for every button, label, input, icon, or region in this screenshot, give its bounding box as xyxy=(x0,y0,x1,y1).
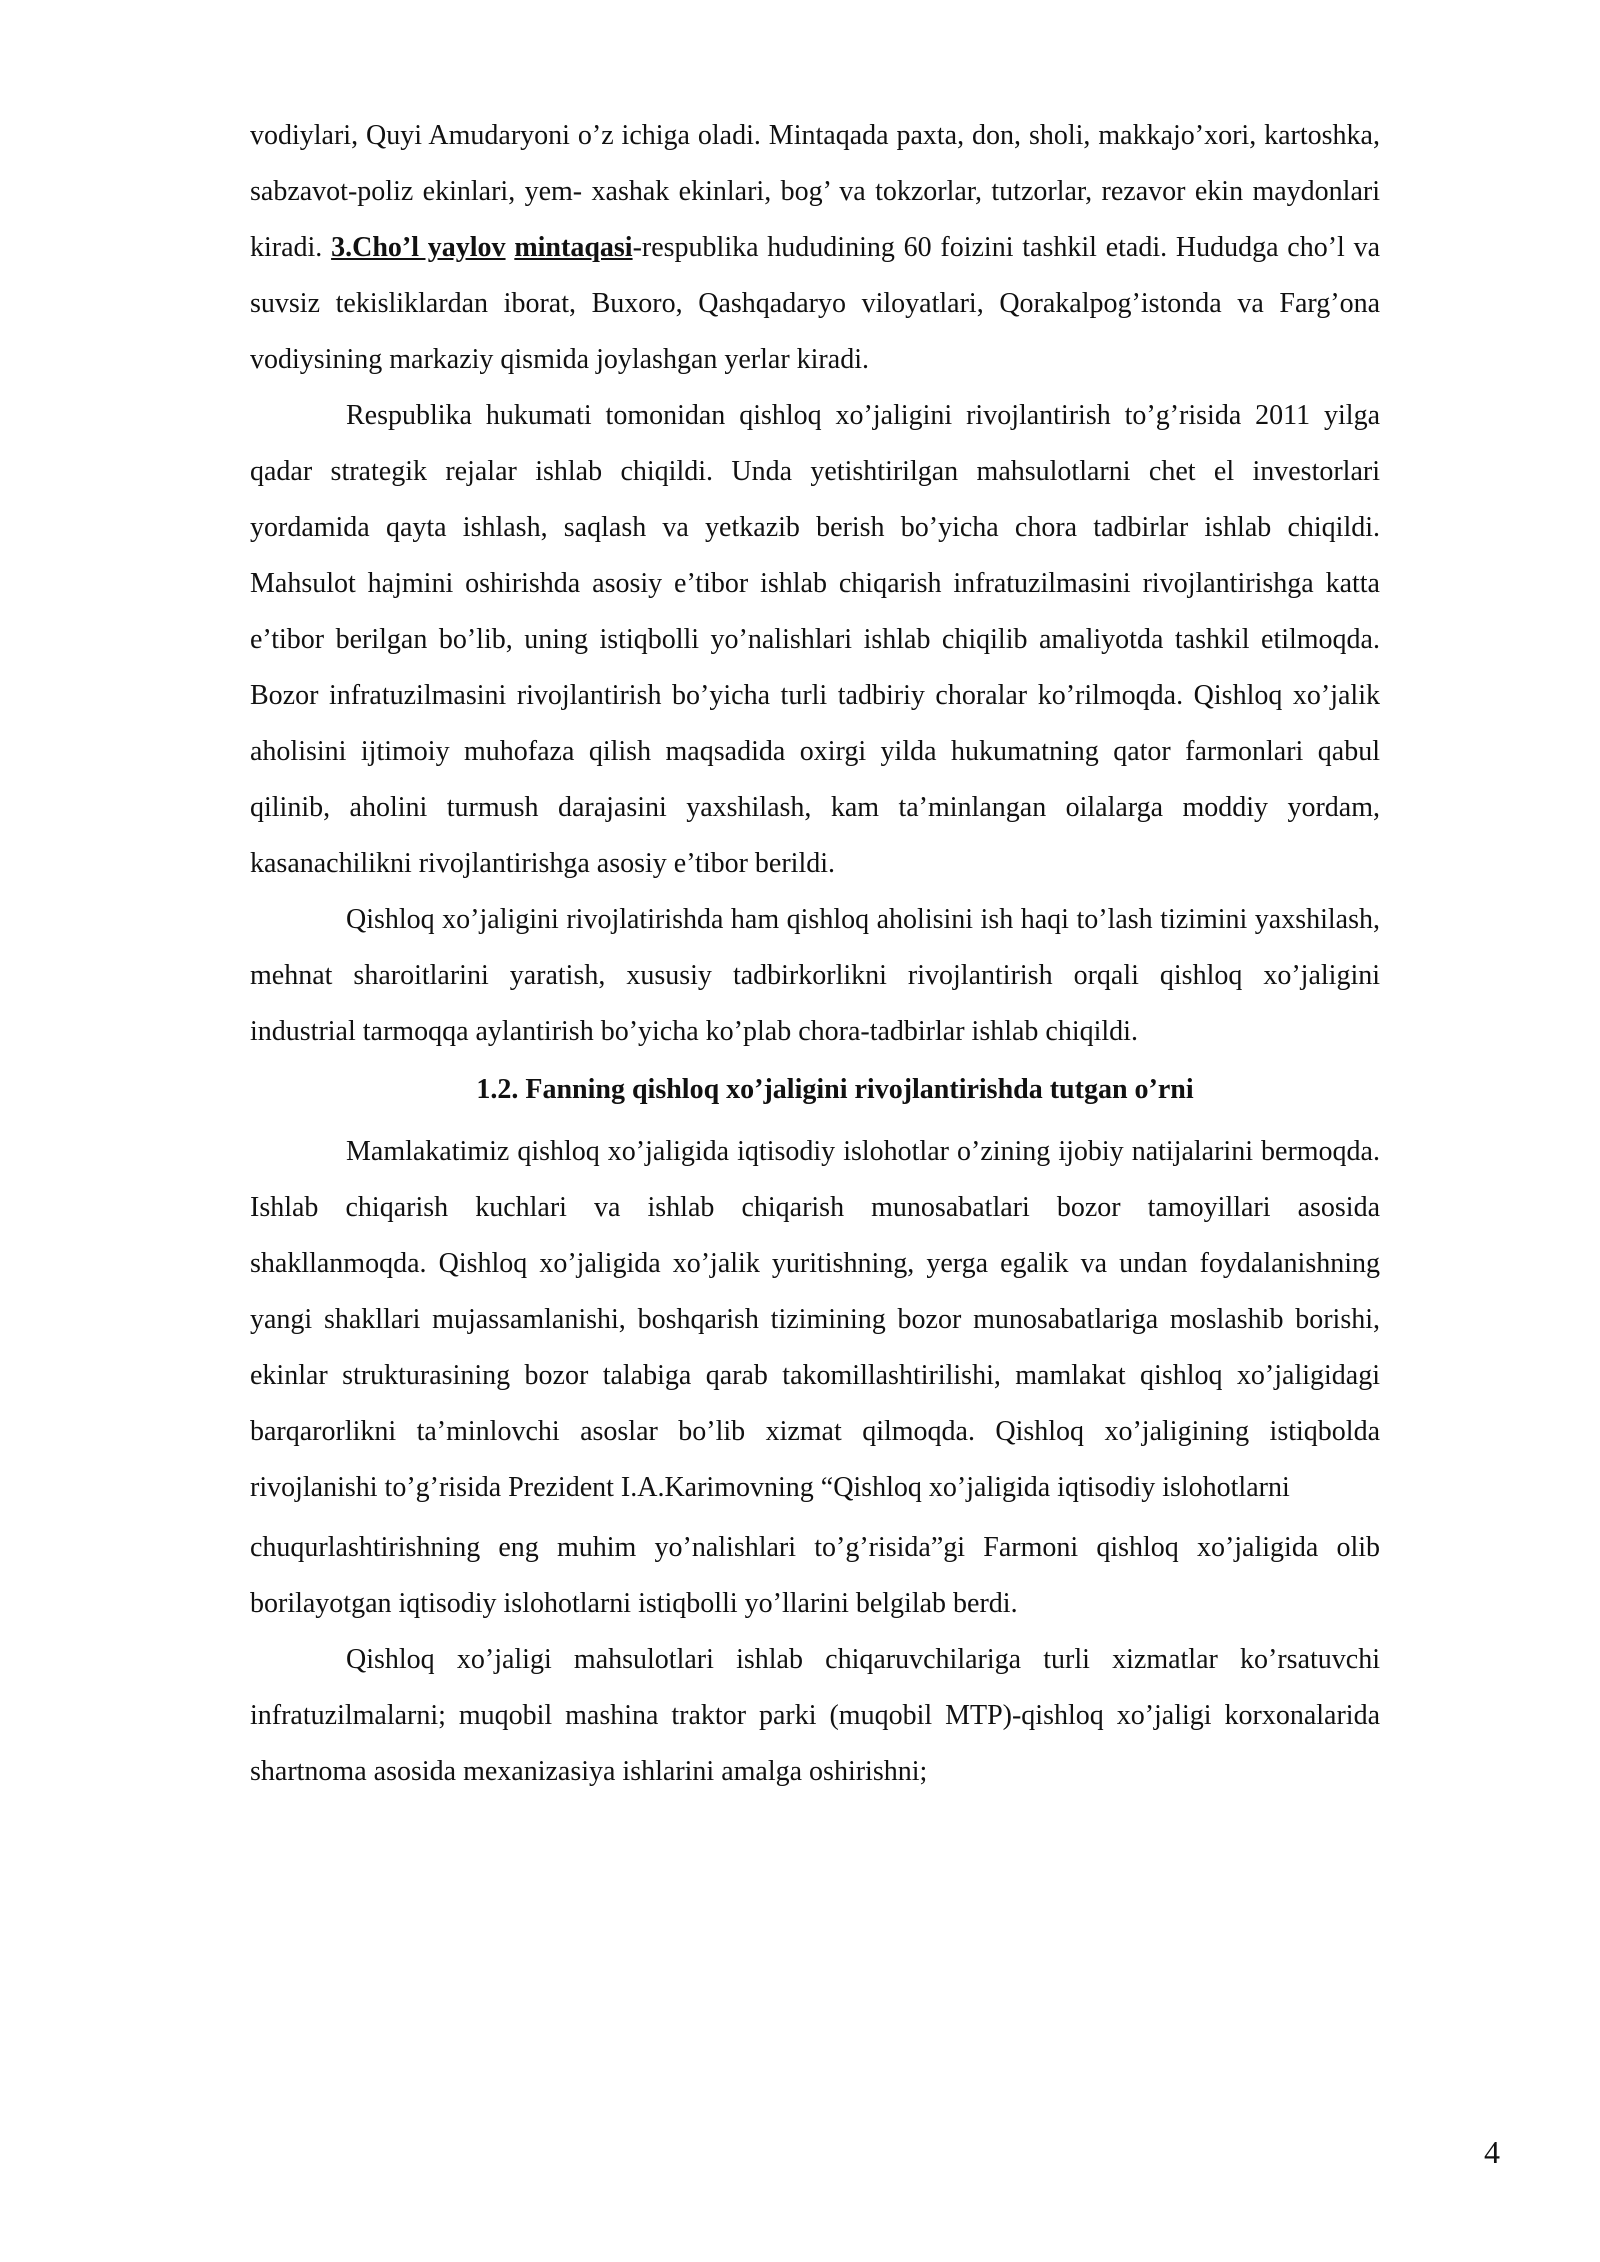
paragraph-1-continuation: -respublika hududining 60 foizini tashkil etadi. Hududga cho’l va suvsiz tekisliklardan iborat, Buxoro, Qashqadaryo viloyatlari, Qorakalpog’istonda va Farg’ona vodiysining markaziy qismida joylashgan yerlar kiradi. xyxy=(250,232,1381,375)
paragraph-4: Mamlakatimiz qishloq xo’jaligida iqtisodiy islohotlar o’zining ijobiy natijalarini bermoqda. Ishlab chiqarish kuchlari va ishlab chiqarish munosabatlari bozor tamoyillari asosida shakllanmoqda. Qishloq xo’jaligida xo’jalik yuritishning, yerga egalik va undan foydalanishning yangi shakllari mujassamlanishi, boshqarish tizimining bozor munosabatlariga moslashib borishi, ekinlar strukturasining bozor talabiga qarab takomillashtirilishi, mamlakat qishloq xo’jaligidagi barqarorlikni ta’minlovchi asoslar bo’lib xizmat qilmoqda. Qishloq xo’jaligining istiqbolda rivojlanishi to’g’risida Prezident I.A.Karimovning “Qishloq xo’jaligida iqtisodiy islohotlarni xyxy=(250,1136,1380,1503)
page-number: 4 xyxy=(1484,2134,1500,2170)
term-mintaqasi: mintaqasi xyxy=(514,232,633,263)
paragraph-1 xyxy=(250,108,1380,388)
paragraph-3: Qishloq xo’jaligini rivojlatirishda ham qishloq aholisini ish haqi to’lash tizimini yaxshilash, mehnat sharoitlarini yaratish, xususiy tadbirkorlikni rivojlantirish orqali qishloq xo’jaligini industrial tarmoqqa aylantirish bo’yicha ko’plab chora-tadbirlar ishlab chiqildi. xyxy=(250,904,1380,1047)
paragraph-2: Respublika hukumati tomonidan qishloq xo’jaligini rivojlantirish to’g’risida 2011 yilga qadar strategik rejalar ishlab chiqildi. Unda yetishtirilgan mahsulotlarni chet el investorlari yordamida qayta ishlash, saqlash va yetkazib berish bo’yicha chora tadbirlar ishlab chiqildi. Mahsulot hajmini oshirishda asosiy e’tibor ishlab chiqarish infratuzilmasini rivojlantirishga katta e’tibor berilgan bo’lib, uning istiqbolli yo’nalishlari ishlab chiqilib amaliyotda tashkil etilmoqda. Bozor infratuzilmasini rivojlantirish bo’yicha turli tadbiriy choralar ko’rilmoqda. Qishloq xo’jalik aholisini ijtimoiy muhofaza qilish maqsadida oxirgi yilda hukumatning qator farmonlari qabul qilinib, aholini turmush darajasini yaxshilash, kam ta’minlangan oilalarga moddiy yordam, kasanachilikni rivojlantirishga asosiy e’tibor berildi. xyxy=(250,400,1380,879)
paragraph-5: chuqurlashtirishning eng muhim yo’nalishlari to’g’risida”gi Farmoni qishloq xo’jaligida olib borilayotgan iqtisodiy islohotlarni istiqbolli yo’llarini belgilab berdi. xyxy=(250,1532,1380,1619)
section-heading: 1.2. Fanning qishloq xo’jaligini rivojlantirishda tutgan o’rni xyxy=(476,1074,1194,1105)
paragraph-6: Qishloq xo’jaligi mahsulotlari ishlab chiqaruvchilariga turli xizmatlar ko’rsatuvchi infratuzilmalarni; muqobil mashina traktor parki (muqobil MTP)-qishloq xo’jaligi korxonalarida shartnoma asosida mexanizasiya ishlarini amalga oshirishni; xyxy=(250,1644,1380,1787)
term-chol-yaylov: 3.Cho’l yaylov xyxy=(331,232,506,263)
body-text xyxy=(250,108,1380,1800)
paragraph-1-text: vodiylari, Quyi Amudaryoni o’z ichiga oladi. Mintaqada paxta, don, sholi, makkajo’xori, kartoshka, sabzavot-poliz ekinlari, yem- xashak ekinlari, bog’ va tokzorlar, tutzorlar, rezavor ekin maydonlari kiradi. xyxy=(250,120,1380,263)
